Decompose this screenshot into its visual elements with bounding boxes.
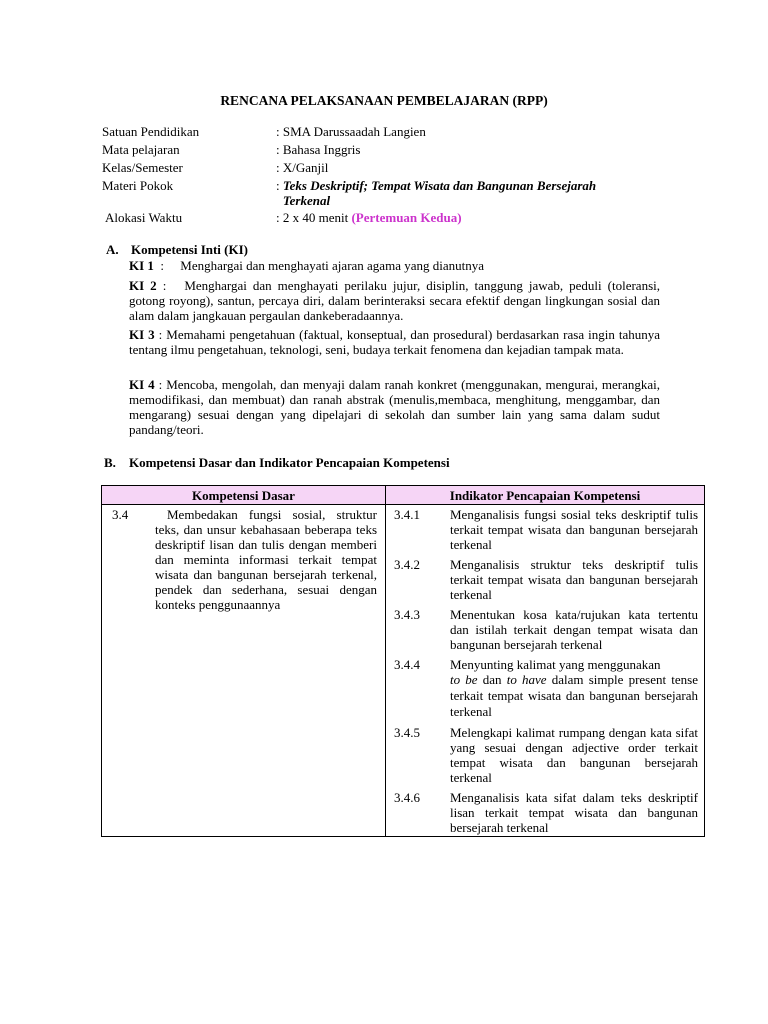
ki-code: KI 2 — [129, 278, 157, 293]
ki-sep: : — [154, 327, 167, 342]
indicator-item — [386, 507, 704, 552]
indicator-item — [386, 607, 704, 652]
indicator-text: Melengkapi kalimat rumpang dengan kata sifat yang sesuai dengan adjective order terkait tempat wisata dan bangunan bersejarah terkenal — [450, 725, 698, 785]
indicator-cell — [386, 505, 705, 837]
section-title: Kompetensi Dasar dan Indikator Pencapaian Kompetensi — [129, 455, 450, 470]
ki-sep: : — [156, 278, 185, 293]
info-value — [276, 210, 666, 225]
indicator-text: Menganalisis fungsi sosial teks deskriptif tulis terkait tempat wisata dan bangunan bersejarah terkenal — [450, 507, 698, 552]
indicator-number: 3.4.4 — [394, 657, 420, 672]
ki-item-4 — [129, 377, 660, 437]
ki-text: Memahami pengetahuan (faktual, konseptual, dan prosedural) berdasarkan rasa ingin tahunya tentang ilmu pengetahuan, teknologi, seni, budaya terkait fenomena dan kejadian tampak mata. — [129, 327, 660, 357]
section-letter: B. — [104, 455, 116, 470]
indicator-text: Menentukan kosa kata/rujukan kata tertentu dan istilah terkait dengan tempat wisata dan bangunan bersejarah terkenal — [450, 607, 698, 652]
indicator-text: Menganalisis struktur teks deskriptif tulis terkait tempat wisata dan bangunan bersejarah terkenal — [450, 557, 698, 602]
table-header-row — [102, 486, 705, 505]
kd-number: 3.4 — [112, 507, 129, 522]
section-a-heading — [106, 242, 248, 257]
section-title: Kompetensi Inti (KI) — [131, 242, 248, 257]
indicator-line: Menyunting kalimat yang menggunakan — [450, 657, 661, 672]
ki-text: Menghargai dan menghayati perilaku jujur, disiplin, tanggung jawab, peduli (toleransi, gotong royong), santun, percaya diri, dalam berinteraksi secara efektif dengan lingkungan sosial dan alam dalam jangkauan pergaulan dankeberadaannya. — [129, 278, 660, 323]
indicator-rest: dalam simple present tense terkait tempat wisata dan bangunan bersejarah terkenal — [450, 672, 698, 719]
indicator-item — [386, 725, 704, 785]
ki-code: KI 1 — [129, 258, 154, 273]
section-b-heading — [104, 455, 450, 470]
indicator-number: 3.4.6 — [394, 790, 420, 805]
colon: : — [276, 178, 283, 193]
ki-code: KI 4 — [129, 377, 155, 392]
alokasi-value: : 2 x 40 menit — [276, 210, 352, 225]
ki-sep: : — [154, 377, 167, 392]
info-label: Alokasi Waktu — [105, 210, 183, 225]
ki-item-2 — [129, 278, 660, 323]
indicator-number: 3.4.3 — [394, 607, 420, 622]
ki-code: KI 3 — [129, 327, 155, 342]
ki-sep: : — [153, 258, 181, 273]
indicator-number: 3.4.1 — [394, 507, 420, 522]
info-value: : X/Ganjil — [276, 160, 329, 175]
ki-item-3 — [129, 327, 660, 357]
info-label: Satuan Pendidikan — [102, 124, 200, 139]
to-have-text: to have — [506, 672, 547, 687]
indicator-item — [386, 790, 704, 835]
indicator-number: 3.4.2 — [394, 557, 420, 572]
indicator-text — [450, 657, 698, 720]
indicator-number: 3.4.5 — [394, 725, 420, 740]
ki-text: Menghargai dan menghayati ajaran agama yang dianutnya — [180, 258, 484, 273]
section-letter: A. — [106, 242, 119, 257]
to-be-text: to be — [450, 672, 478, 687]
pertemuan-label: (Pertemuan Kedua) — [351, 210, 462, 225]
materi-value: Teks Deskriptif; Tempat Wisata dan Bangunan Bersejarah Terkenal — [282, 178, 597, 208]
document-title: RENCANA PELAKSANAAN PEMBELAJARAN (RPP) — [220, 93, 548, 108]
kd-text: Membedakan fungsi sosial, struktur teks, dan unsur kebahasaan beberapa teks deskriptif lisan dan tulis dengan memberi dan meminta informasi terkait tempat wisata dan bangunan bersejarah terkenal, pendek dan sederhana, sesuai dengan konteks penggunaannya — [155, 507, 377, 612]
info-value: : SMA Darussaadah Langien — [276, 124, 426, 139]
ki-text: Mencoba, mengolah, dan menyaji dalam ranah konkret (menggunakan, mengurai, merangkai, memodifikasi, dan membuat) dan ranah abstrak (menulis,membaca, menghitung, menggambar, dan mengarang) sesuai dengan yang dipelajari di sekolah dan sumber lain yang sama dalam sudut pandang/teori. — [129, 377, 660, 437]
indicator-text: Menganalisis kata sifat dalam teks deskriptif lisan terkait tempat wisata dan bangunan bersejarah terkenal — [450, 790, 698, 835]
kd-cell — [102, 505, 386, 837]
dan-text: dan — [477, 672, 507, 687]
competency-table — [101, 485, 705, 837]
indicator-item — [386, 557, 704, 602]
info-value: : Bahasa Inggris — [276, 142, 361, 157]
header-indikator: Indikator Pencapaian Kompetensi — [386, 486, 705, 505]
info-label: Kelas/Semester — [102, 160, 183, 175]
ki-item-1 — [129, 258, 660, 273]
table-row — [102, 505, 705, 837]
info-label: Mata pelajaran — [102, 142, 180, 157]
info-value — [276, 178, 636, 208]
info-label: Materi Pokok — [102, 178, 174, 193]
header-kompetensi-dasar: Kompetensi Dasar — [102, 486, 386, 505]
indicator-item — [386, 657, 704, 720]
